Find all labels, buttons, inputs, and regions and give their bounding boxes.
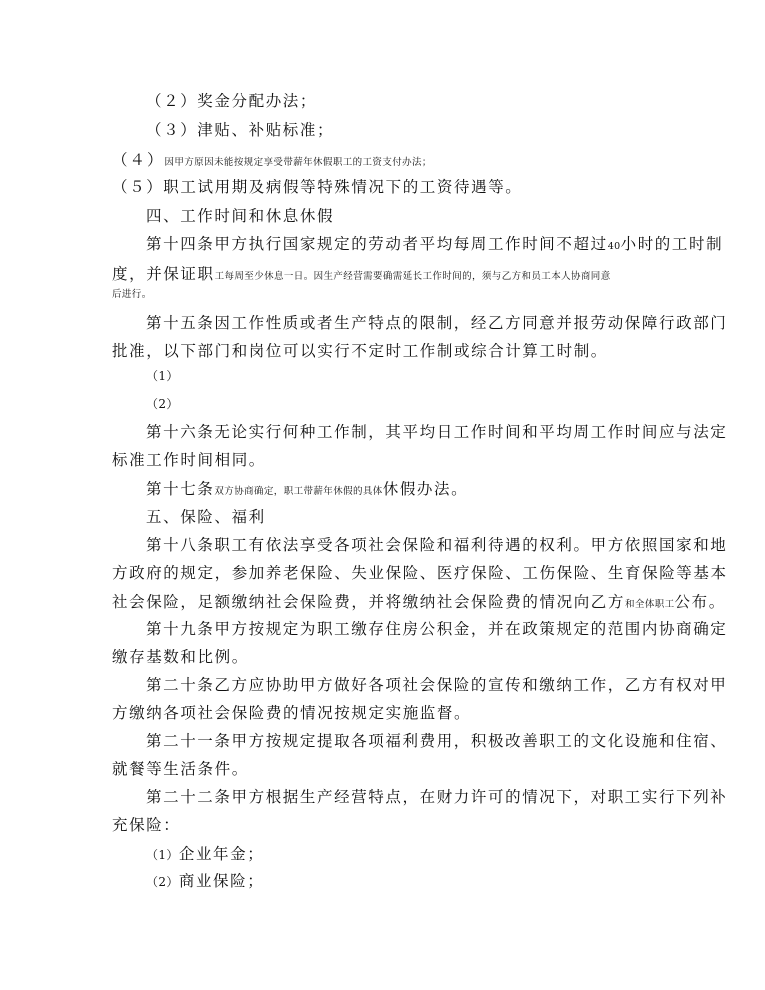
paragraph-line xyxy=(112,344,608,360)
text: 五、保险、福利 xyxy=(146,508,266,526)
paragraph-line xyxy=(112,706,471,722)
paragraph-line xyxy=(112,650,249,666)
list-item-2 xyxy=(146,873,264,890)
text: （2） xyxy=(146,397,179,411)
paragraph-line xyxy=(112,266,611,283)
text: （1） xyxy=(146,369,179,383)
paragraph-line xyxy=(112,290,152,300)
list-item-3 xyxy=(146,123,334,139)
text: 后进行。 xyxy=(112,289,152,300)
text: 40 xyxy=(607,241,621,252)
text: 度，并保证职 xyxy=(112,265,215,283)
text: （３）津贴、补贴标准； xyxy=(146,121,335,139)
text: 因甲方原因未能按规定享受带薪年休假职工的工资支付办法； xyxy=(164,157,432,168)
text: 第二十一条甲方按规定提取各项福利费用，积极改善职工的文化设施和住宿、 xyxy=(146,732,728,750)
text: 第十五条因工作性质或者生产特点的限制，经乙方同意并报劳动保障行政部门 xyxy=(146,314,728,332)
list-item-1 xyxy=(146,846,264,863)
paragraph-article-15 xyxy=(146,316,727,332)
text: 批准，以下部门和岗位可以实行不定时工作制或综合计算工时制。 xyxy=(112,342,608,360)
text: （２）奖金分配办法； xyxy=(146,92,318,110)
paragraph-line xyxy=(112,818,180,834)
text: 商业保险； xyxy=(178,872,265,890)
text: 第十八条职工有依法享受各项社会保险和福利待遇的权利。甲方依照国家和地 xyxy=(146,536,728,554)
paragraph-article-21 xyxy=(146,734,727,750)
paragraph-article-17 xyxy=(146,481,468,498)
text: （2） xyxy=(146,875,179,889)
text: 缴存基数和比例。 xyxy=(112,648,249,666)
text: 方政府的规定，参加养老保险、失业保险、医疗保险、工伤保险、生育保险等基本 xyxy=(112,564,728,582)
list-item-4 xyxy=(112,152,432,169)
text: 标准工作时间相同。 xyxy=(112,451,266,469)
text: 第十七条 xyxy=(146,480,215,498)
text: 社会保险，足额缴纳社会保险费，并将缴纳社会保险费的情况向乙方 xyxy=(112,593,626,611)
text: 小时的工时制 xyxy=(620,235,724,253)
text: 就餐等生活条件。 xyxy=(112,760,249,778)
paragraph-line xyxy=(112,453,266,469)
paragraph-article-16 xyxy=(146,425,727,441)
list-item-2 xyxy=(146,398,179,410)
text: 第十九条甲方按规定为职工缴存住房公积金，并在政策规定的范围内协商确定 xyxy=(146,620,728,638)
paragraph-line xyxy=(112,566,728,582)
text: 和全体职工 xyxy=(625,599,675,610)
paragraph-article-19 xyxy=(146,622,727,638)
list-item-5 xyxy=(112,180,522,196)
section-heading-5 xyxy=(146,510,266,526)
text: 双方协商确定，职工带薪年休假的具体 xyxy=(214,486,383,497)
text: 工每周至少休息一日。因生产经营需要确需延长工作时间的，须与乙方和员工本人协商同意 xyxy=(214,271,611,282)
text: （1） xyxy=(146,848,179,862)
text: 方缴纳各项社会保险费的情况按规定实施监督。 xyxy=(112,704,472,722)
paragraph-article-20 xyxy=(146,678,727,694)
text: 企业年金； xyxy=(178,845,265,863)
text: 第十四条甲方执行国家规定的劳动者平均每周工作时间不超过 xyxy=(146,235,608,253)
paragraph-article-18 xyxy=(146,538,727,554)
paragraph-line xyxy=(112,762,249,778)
paragraph-article-14 xyxy=(146,237,723,253)
paragraph-article-22 xyxy=(146,790,727,806)
text: 第二十条乙方应协助甲方做好各项社会保险的宣传和缴纳工作，乙方有权对甲 xyxy=(146,676,728,694)
list-item-1 xyxy=(146,370,179,382)
text: 第二十二条甲方根据生产经营特点，在财力许可的情况下，对职工实行下列补 xyxy=(146,788,728,806)
text: 充保险： xyxy=(112,816,181,834)
text: （５）职工试用期及病假等特殊情况下的工资待遇等。 xyxy=(112,178,523,196)
text: 公布。 xyxy=(674,593,726,611)
paragraph-line xyxy=(112,594,726,611)
section-heading-4 xyxy=(146,209,334,225)
list-item-2 xyxy=(146,94,317,110)
text: （４） xyxy=(112,151,165,169)
text: 第十六条无论实行何种工作制，其平均日工作时间和平均周工作时间应与法定 xyxy=(146,423,728,441)
text: 四、工作时间和休息休假 xyxy=(146,207,335,225)
text: 休假办法。 xyxy=(382,480,469,498)
